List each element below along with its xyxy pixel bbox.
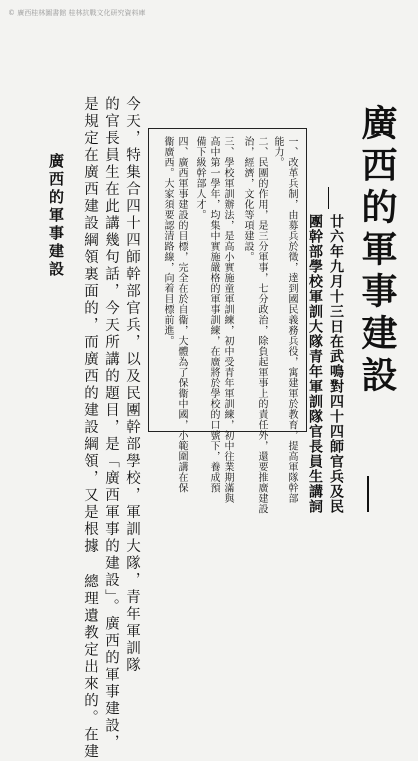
summary-line: 三、學校軍訓辦法，是高小實施童軍訓練，初中受青年軍訓練，初中往業期滿與 [222,136,233,504]
body-line: 今天，特集合四十四師幹部官兵，以及民團幹部學校，軍訓大隊，青年軍訓隊 [124,96,140,674]
summary-line: 一、改革兵制，由募兵於徵，達到國民義務兵役，寓建軍於教育，提高軍隊幹部 [286,136,297,504]
summary-line: 四、廣西軍事建設的目標，完全在於自衞，大體為了保衞中國，小範圍講在保 [176,136,187,493]
subtitle-rule [328,187,329,209]
page-number-mark [367,476,369,512]
section-heading: 廣西的軍事建設 [47,153,65,279]
summary-line: 高中第一學年，均集中實施嚴格的軍事訓練，在廣將於學校的口號下，養成預 [208,136,219,493]
summary-line: 能力。 [272,136,283,168]
subtitle-line-1: 廿六年九月十三日在武鳴對四十四師官兵及民 [328,214,344,514]
page-title: 廣西的軍事建設 [356,104,398,398]
watermark: © 廣西桂林圖書館 桂林抗戰文化研究資料庫 [8,9,146,17]
subtitle-line-2: 團幹部學校軍訓大隊青年軍訓隊官長員生講詞 [307,214,323,514]
summary-line: 治，經濟，文化等項建設。 [242,136,253,262]
summary-line: 備下級幹部人才。 [194,136,205,220]
body-line: 的官長員生在此講幾句話，今天所講的題目，是「廣西軍事的建設」。廣西的軍事建設， [103,96,119,752]
summary-line: 二、民團的作用，是三分軍事，七分政治，除負起軍事上的責任外，還要推廣建設 [256,136,267,514]
summary-line: 衞廣西。大家須要認清路線，向着目標前進。 [162,136,173,346]
body-line: 是規定在廣西建設綱領裏面的，而廣西的建設綱領，又是根據 總理遺教定出來的。在建 [82,96,98,761]
